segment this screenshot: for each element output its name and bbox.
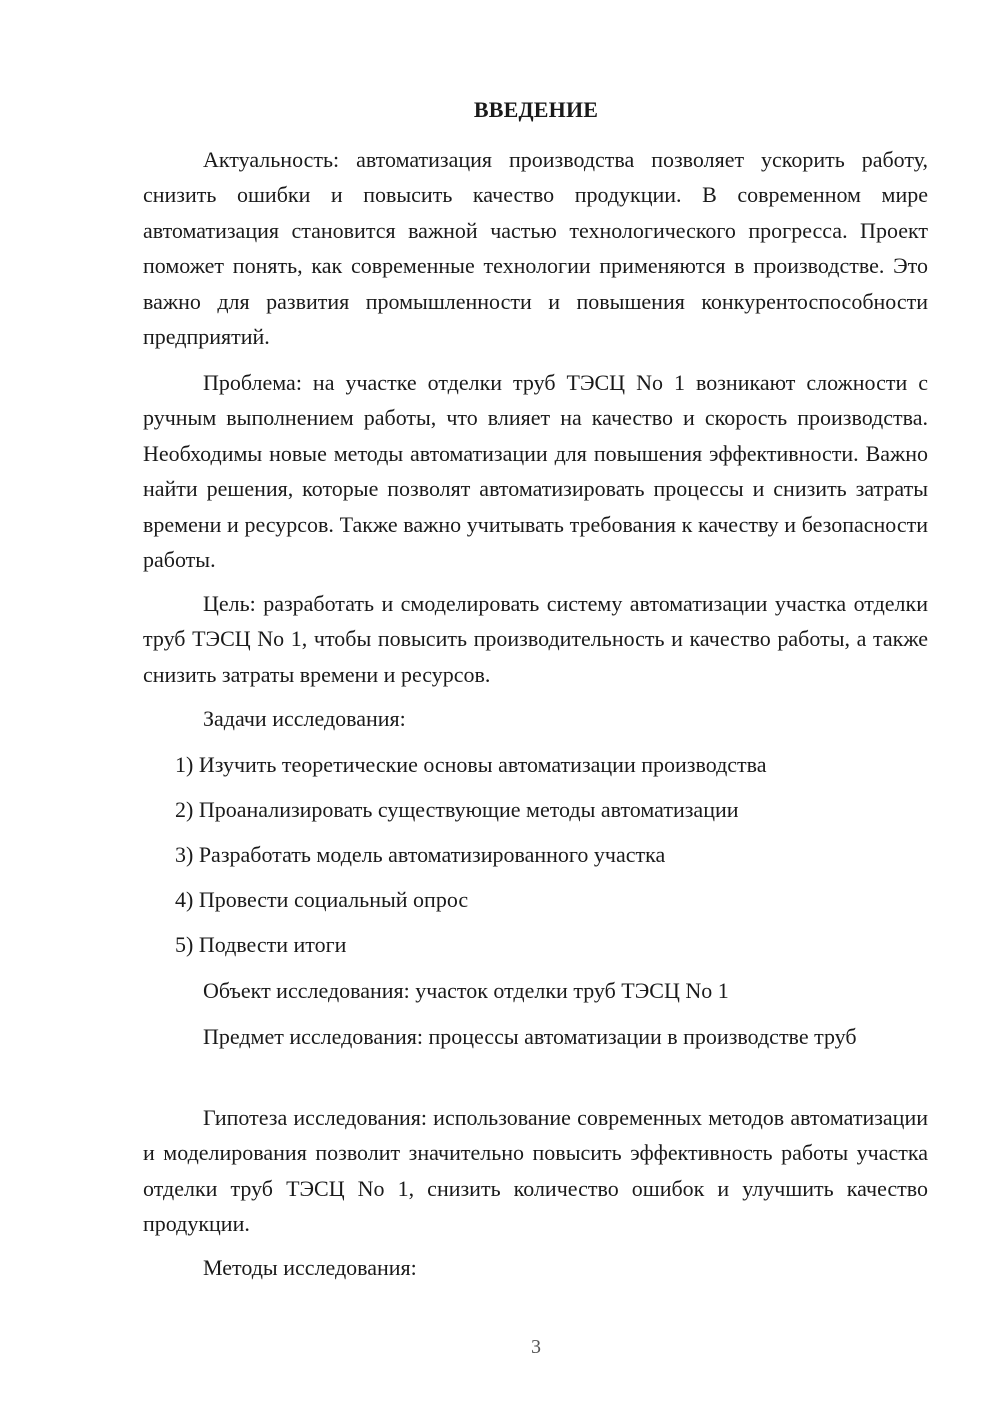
- subject-paragraph: Предмет исследования: процессы автоматизации в производстве труб: [203, 1024, 857, 1049]
- list-item: 1) Изучить теоретические основы автоматизации производства: [175, 752, 767, 777]
- problem-paragraph: Проблема: на участке отделки труб ТЭСЦ No 1 возникают сложности с ручным выполнением работы, что влияет на качество и скорость производства. Необходимы новые методы автоматизации для повышения эффективности. Важно найти решения, которые позволят автоматизировать процессы и снизить затраты времени и ресурсов. Также важно учитывать требования к качеству и безопасности работы.: [143, 370, 928, 573]
- list-item: 2) Проанализировать существующие методы автоматизации: [175, 797, 739, 822]
- list-item: 3) Разработать модель автоматизированного участка: [175, 842, 666, 867]
- page-number: 3: [531, 1336, 541, 1358]
- goal-paragraph: Цель: разработать и смоделировать систему автоматизации участка отделки труб ТЭСЦ No 1, чтобы повысить производительность и качество работы, а также снизить затраты времени и ресурсов.: [143, 591, 928, 687]
- page-title: ВВЕДЕНИЕ: [473, 97, 599, 122]
- hypothesis-paragraph: Гипотеза исследования: использование современных методов автоматизации и моделирования позволит значительно повысить эффективность работы участка отделки труб ТЭСЦ No 1, снизить количество ошибок и улучшить качество продукции.: [143, 1105, 928, 1237]
- list-item: 4) Провести социальный опрос: [175, 887, 469, 912]
- tasks-title: Задачи исследования:: [203, 706, 406, 731]
- methods-title: Методы исследования:: [203, 1255, 417, 1280]
- list-item: 5) Подвести итоги: [175, 932, 347, 957]
- object-paragraph: Объект исследования: участок отделки труб ТЭСЦ No 1: [203, 978, 729, 1003]
- relevance-paragraph: Актуальность: автоматизация производства позволяет ускорить работу, снизить ошибки и повысить качество продукции. В современном мире автоматизация становится важной частью технологического прогресса. Проект поможет понять, как современные технологии применяются в производстве. Это важно для развития промышленности и повышения конкурентоспособности предприятий.: [143, 147, 928, 350]
